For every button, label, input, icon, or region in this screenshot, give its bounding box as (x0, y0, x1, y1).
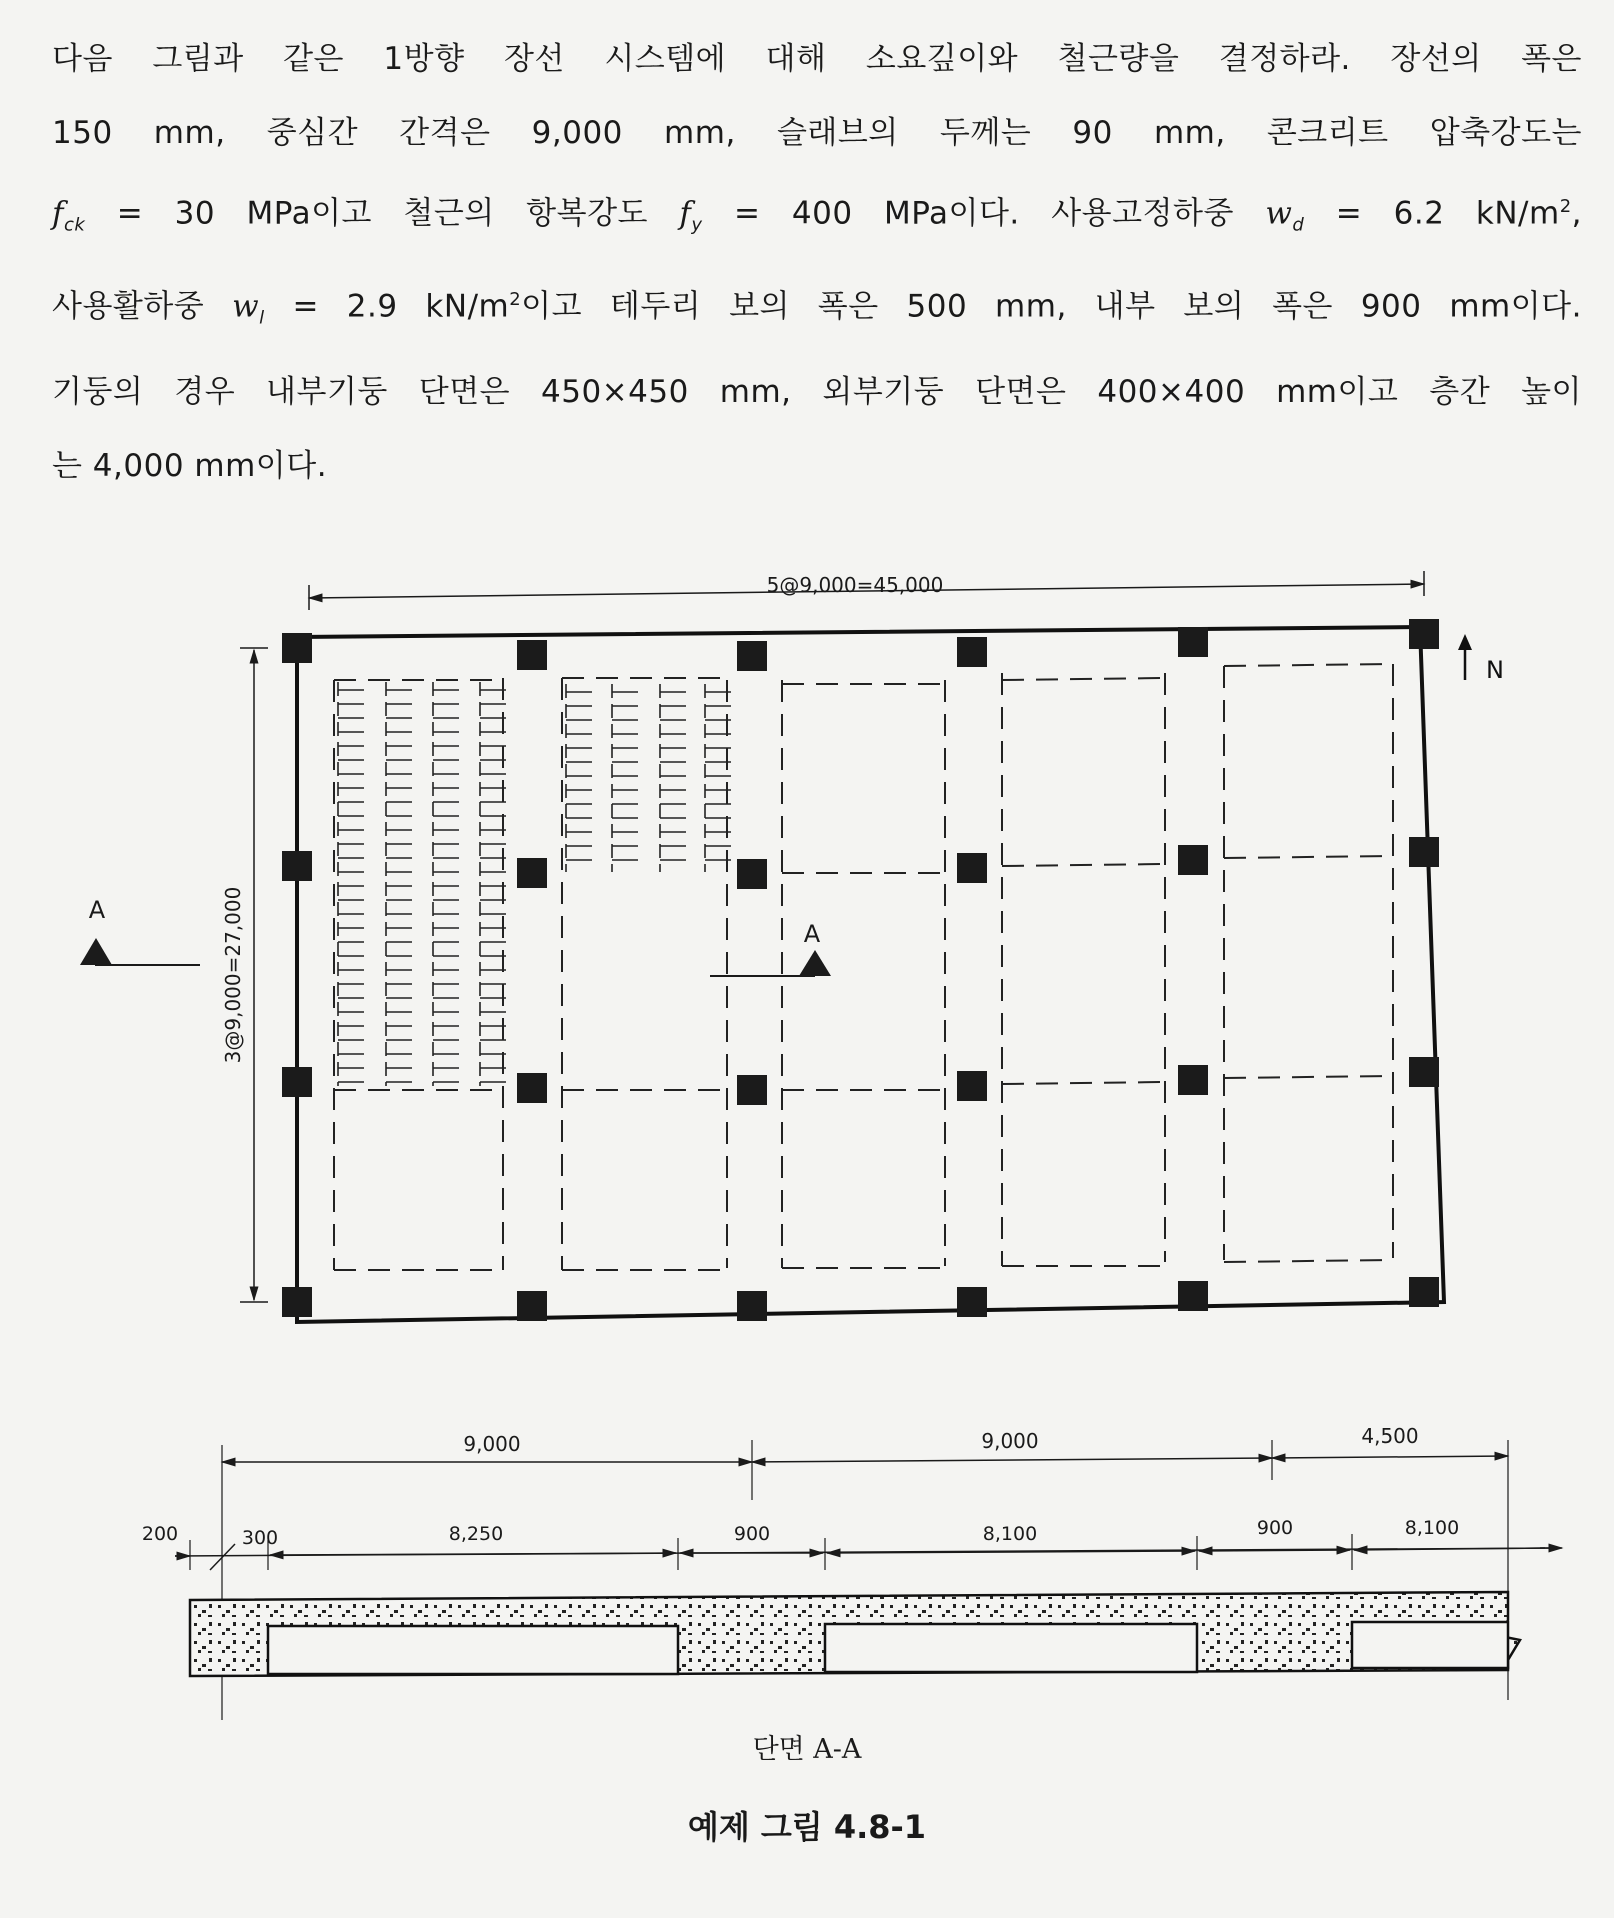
section-cut-left (80, 896, 200, 965)
plan-top-dimension (309, 571, 1424, 610)
section-bottom-dim-3: 8,250 (448, 1523, 504, 1545)
column (282, 1287, 312, 1317)
problem-line-2: 150 mm, 중심간 간격은 9,000 mm, 슬래브의 두께는 90 mm, 콘크리트 압축강도는 (52, 115, 1582, 151)
problem-line-6: 는 4,000 mm이다. (52, 448, 328, 485)
section-bottom-dim-5: 8,100 (982, 1523, 1038, 1545)
section-void-3 (1352, 1622, 1508, 1668)
section-cut-left-icon (80, 938, 112, 965)
section-mark-center-label: A (803, 920, 821, 948)
problem-line-4: 사용활하중 $w_l = 2.9$ $kN/m^2$이고 테두리 보의 폭은 500 mm, 내부 보의 폭은 900 mm이다. (52, 287, 1582, 329)
column (517, 640, 547, 670)
section-bottom-dim-1: 200 (141, 1523, 179, 1545)
north-label: N (1486, 656, 1504, 684)
column (1178, 1281, 1208, 1311)
column (517, 858, 547, 888)
column (957, 1071, 987, 1101)
column (282, 633, 312, 663)
section-bottom-dim-2: 300 (241, 1527, 279, 1549)
section-caption: 단면 A-A (752, 1734, 862, 1765)
slab-outline (297, 627, 1444, 1322)
section-bottom-dim-6: 900 (1256, 1517, 1294, 1539)
column (737, 641, 767, 671)
problem-line-5: 기둥의 경우 내부기둥 단면은 450×450 mm, 외부기둥 단면은 400×400 mm이고 층간 높이 (52, 374, 1582, 411)
column (282, 1067, 312, 1097)
north-arrow-icon (1458, 634, 1504, 684)
column (1178, 1065, 1208, 1095)
plan-side-dimension (221, 648, 268, 1302)
section-cut-center (710, 920, 831, 976)
section-void-1 (268, 1626, 678, 1674)
problem-line-3: $f_{ck} = 30$ MPa이고 철근의 항복강도 $f_y = 400$ MPa이다. 사용고정하중 $w_d = 6.2$ $kN/m^2$, (52, 195, 1583, 236)
section-cut-center-icon (799, 950, 831, 976)
column (517, 1073, 547, 1103)
section-top-dim-2: 9,000 (981, 1429, 1039, 1453)
plan-side-dimension-label: 3@9,000=27,000 (221, 886, 245, 1064)
section-bottom-dim-7: 8,100 (1404, 1517, 1460, 1539)
column (1409, 1277, 1439, 1307)
section-void-2 (825, 1624, 1197, 1672)
section-top-dim-3: 4,500 (1361, 1424, 1419, 1448)
section-view (142, 1424, 1562, 1720)
section-mark-left-label: A (88, 896, 106, 924)
column (957, 1287, 987, 1317)
column (1178, 845, 1208, 875)
problem-line-1: 다음 그림과 같은 1방향 장선 시스템에 대해 소요깊이와 철근량을 결정하라. 장선의 폭은 (52, 41, 1582, 77)
column (737, 859, 767, 889)
column (1178, 627, 1208, 657)
column (1409, 837, 1439, 867)
section-bottom-dim-4: 900 (733, 1523, 771, 1545)
column (282, 851, 312, 881)
plan-top-dimension-label: 5@9,000=45,000 (766, 573, 944, 597)
beam-lines (334, 664, 1393, 1270)
column (737, 1075, 767, 1105)
column (517, 1291, 547, 1321)
column (737, 1291, 767, 1321)
column (1409, 619, 1439, 649)
figure-caption: 예제 그림 4.8-1 (687, 1808, 927, 1846)
section-top-dim-1: 9,000 (463, 1432, 521, 1456)
column (1409, 1057, 1439, 1087)
column (957, 637, 987, 667)
column (957, 853, 987, 883)
